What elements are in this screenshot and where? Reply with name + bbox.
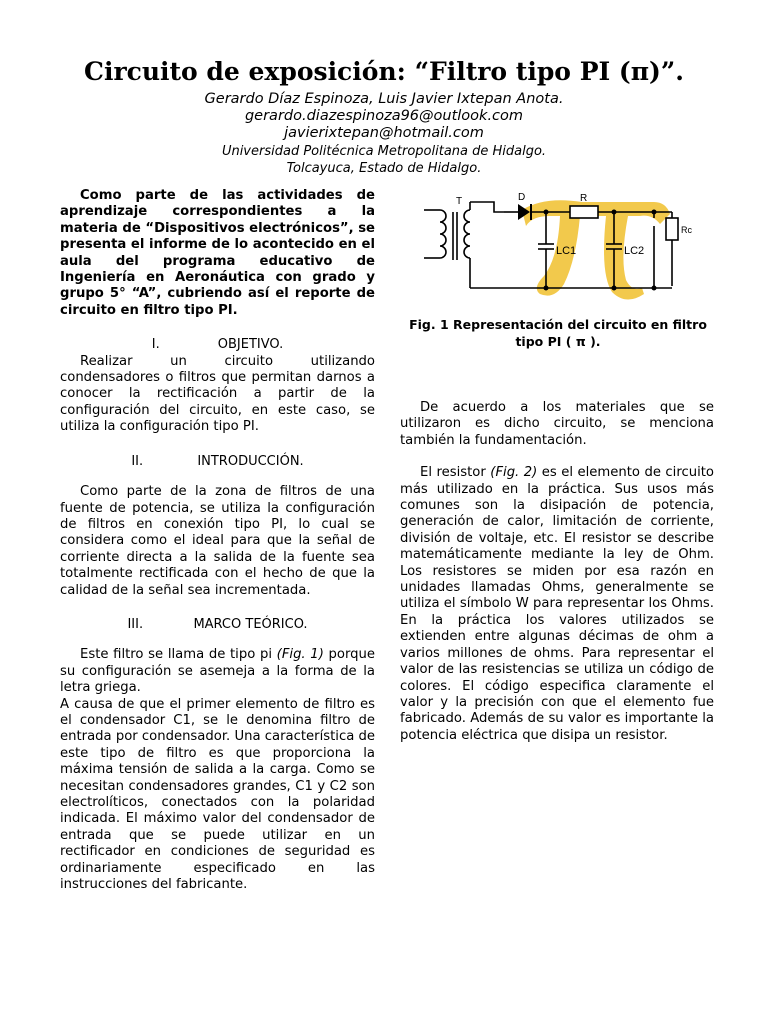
- section-number: I.: [151, 337, 160, 353]
- label-diode: D: [518, 192, 526, 203]
- section-heading-marco-teorico: [60, 617, 375, 633]
- load-resistor-rc: [666, 218, 678, 240]
- pi-filter-circuit-diagram: [404, 188, 710, 313]
- introduccion-paragraph: Como parte de la zona de filtros de una fuente de potencia, se utiliza la configuración de filtros en conexión tipo PI, lo cual se considera como el ideal para que la señal de corriente directa a la salida de la fuente sea totalmente rectificada con el hecho de que la calidad de la señal sea incrementada.: [60, 484, 375, 598]
- text-run: El resistor: [420, 465, 491, 481]
- figure-reference: (Fig. 1): [276, 647, 324, 663]
- section-number: II.: [131, 453, 144, 469]
- section-title: MARCO TEÓRICO.: [193, 616, 308, 632]
- marco-teorico-paragraph-1: [60, 647, 375, 696]
- abstract-paragraph: Como parte de las actividades de aprendizaje correspondientes a la materia de “Dispositivos electrónicos”, se presenta el informe de lo acontecido en el aula del programa educativo de Ingeniería en Aeronáutica con grado y grupo 5° “A”, cubriendo así el reporte de circuito en filtro tipo PI.: [60, 188, 375, 318]
- author-email-2: javierixtepan@hotmail.com: [284, 125, 484, 141]
- objetivo-paragraph: Realizar un circuito utilizando condensadores o filtros que permitan darnos a conocer la rectificación a partir de la configuración del circuito, en este caso, se utiliza la configuración tipo PI.: [60, 353, 375, 435]
- affiliation: Universidad Politécnica Metropolitana de Hidalgo.: [221, 144, 547, 159]
- label-capacitor-1: LC1: [556, 245, 577, 257]
- right-paragraph-2: [400, 465, 714, 744]
- label-load-resistor: Rc: [681, 225, 692, 235]
- affiliation-location: Tolcayuca, Estado de Hidalgo.: [286, 161, 482, 176]
- left-column: [60, 188, 375, 893]
- text-run: es el elemento de circuito más utilizado en la práctica. Sus usos más comunes son la disipación de potencia, generación de calor, limitación de corriente, división de voltaje, etc. El resistor se describe matemáticamente mediante la ley de Ohm. Los resistores se miden por esa razón en unidades llamadas Ohms, generalmente se utiliza el símbolo W para representar los Ohms. En la práctica los valores utilizados se extienden entre algunas décimas de ohm a varios millones de ohms. Para representar el valor de las resistencias se utiliza un código de colores. El código especifica claramente el valor y la precisión con que el elemento fue fabricado. Además de su valor es importante la potencia eléctrica que disipa un resistor.: [400, 465, 714, 743]
- section-heading-objetivo: [60, 337, 375, 353]
- label-capacitor-2: LC2: [624, 245, 645, 257]
- label-resistor: R: [580, 193, 588, 204]
- section-title: INTRODUCCIÓN.: [197, 453, 304, 469]
- figure-reference: (Fig. 2): [490, 465, 538, 481]
- figure-caption: Fig. 1 Representación del circuito en filtro tipo PI ( π ).: [409, 317, 707, 349]
- authors: Gerardo Díaz Espinoza, Luis Javier Ixtepan Anota.: [204, 91, 564, 107]
- section-number: III.: [127, 616, 144, 632]
- label-transformer: T: [456, 196, 463, 207]
- transformer: [424, 202, 470, 288]
- section-title: OBJETIVO.: [217, 337, 284, 353]
- right-paragraph-1: De acuerdo a los materiales que se utilizaron es dicho circuito, se menciona también la fundamentación.: [400, 400, 714, 448]
- right-column: [400, 400, 714, 744]
- author-email-1: gerardo.diazespinoza96@outlook.com: [244, 108, 524, 124]
- resistor-r: [570, 206, 598, 218]
- text-run: porque su configuración se asemeja a la forma de la letra griega.: [60, 647, 375, 696]
- section-heading-introduccion: [60, 454, 375, 470]
- text-run: Este filtro se llama de tipo pi: [80, 647, 277, 663]
- figure-1: [404, 188, 710, 313]
- marco-teorico-paragraph-2: A causa de que el primer elemento de filtro es el condensador C1, se le denomina filtro de entrada por condensador. Una característica de este tipo de filtro es que proporciona la máxima tensión de salida a la carga. Como se necesitan condensadores grandes, C1 y C2 son electrolíticos, conectados con la polaridad indicada. El máximo valor del condensador de entrada que se puede utilizar en un rectificador en condiciones de seguridad es ordinariamente especificado en las instrucciones del fabricante.: [60, 696, 375, 893]
- paper-title: Circuito de exposición: “Filtro tipo PI (π)”.: [84, 57, 684, 86]
